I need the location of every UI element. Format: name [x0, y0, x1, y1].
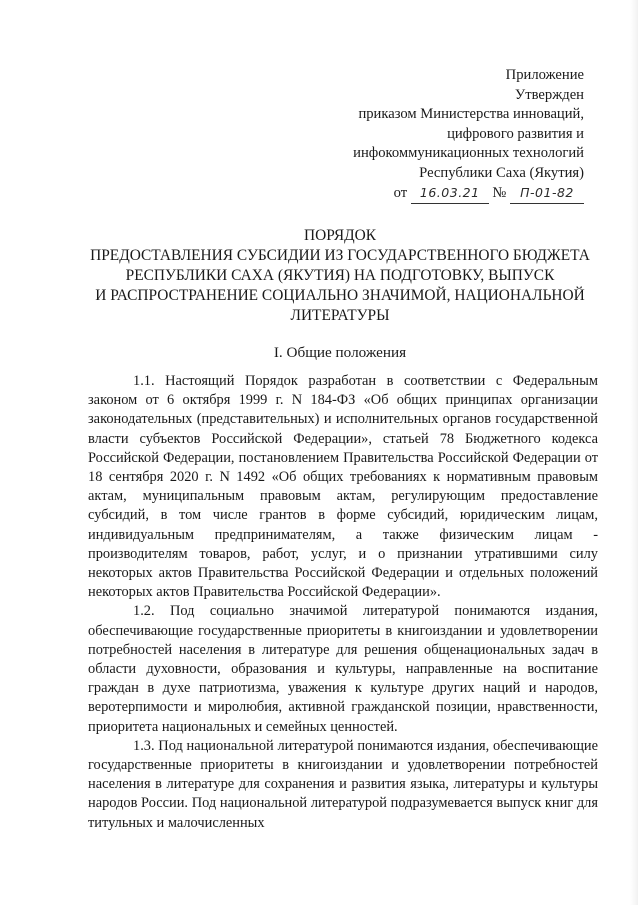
paragraph-1-2: 1.2. Под социально значимой литературой понимаются издания, обеспечивающие государственные приоритеты в книгоиздании и удовлетворении потребностей населения в литературе для решения общенациональных задач в области духовности, образования и культуры, направленные на воспитание граждан в духе патриотизма, уважения к культуре других наций и народов, веротерпимости и миролюбия, активной гражданской позиции, нравственности, приоритета национальных и семейных ценностей.	[88, 603, 598, 735]
paragraph-1-3: 1.3. Под национальной литературой понимаются издания, обеспечивающие государственные приоритеты в книгоиздании и удовлетворении потребностей населения в литературе для сохранения и развития языка, литературы и культуры народов России. Под национальной литературой подразумевается выпуск книг для титульных и малочисленных	[88, 737, 598, 831]
approval-appendix-label: Приложение	[505, 67, 584, 83]
approval-republic-line: Республики Саха (Якутия)	[419, 164, 584, 181]
scan-edge-shadow	[630, 0, 638, 905]
handwritten-date: 16.03.21	[411, 183, 489, 204]
approval-ministry-line-2: инфокоммуникационных технологий	[353, 145, 584, 161]
document-body	[88, 372, 598, 833]
document-title	[70, 226, 610, 326]
paragraph-1-1: 1.1. Настоящий Порядок разработан в соответствии с Федеральным законом от 6 октября 1999 г. N 184-ФЗ «Об общих принципах организации законодательных (представительных) и исполнительных органов государственной власти субъектов Российской Федерации», статьей 78 Бюджетного кодекса Российской Федерации, постановлением Правительства Российской Федерации от 18 сентября 2020 г. N 1492 «Об общих требованиях к нормативным правовым актам, муниципальным правовым актам, регулирующим предоставление субсидий, в том числе грантов в форме субсидий, юридическим лицам, индивидуальным предпринимателям, а также физическим лицам - производителям товаров, работ, услуг, и о признании утратившими силу некоторых актов Правительства Российской Федерации и отдельных положений некоторых актов Правительства Российской Федерации».	[88, 373, 598, 601]
approval-ministry-line: цифрового развития и	[447, 125, 584, 142]
number-prefix: №	[492, 185, 507, 201]
title-line-3: РЕСПУБЛИКИ САХА (ЯКУТИЯ) НА ПОДГОТОВКУ, ВЫПУСК	[125, 267, 555, 284]
title-line-2: ПРЕДОСТАВЛЕНИЯ СУБСИДИИ ИЗ ГОСУДАРСТВЕННОГО БЮДЖЕТА	[90, 247, 590, 264]
title-line-5: ЛИТЕРАТУРЫ	[290, 307, 390, 324]
title-line-1: ПОРЯДОК	[304, 227, 376, 244]
approval-block	[284, 66, 584, 204]
date-prefix: от	[393, 185, 408, 201]
approval-date-number-line	[284, 183, 584, 204]
approval-approved-label: Утвержден	[514, 86, 584, 103]
approval-order-line: приказом Министерства инноваций,	[358, 106, 584, 122]
section-heading: I. Общие положения	[273, 344, 407, 361]
title-line-4: И РАСПРОСТРАНЕНИЕ СОЦИАЛЬНО ЗНАЧИМОЙ, НАЦИОНАЛЬНОЙ	[95, 287, 585, 304]
handwritten-order-number: П-01-82	[510, 183, 584, 204]
